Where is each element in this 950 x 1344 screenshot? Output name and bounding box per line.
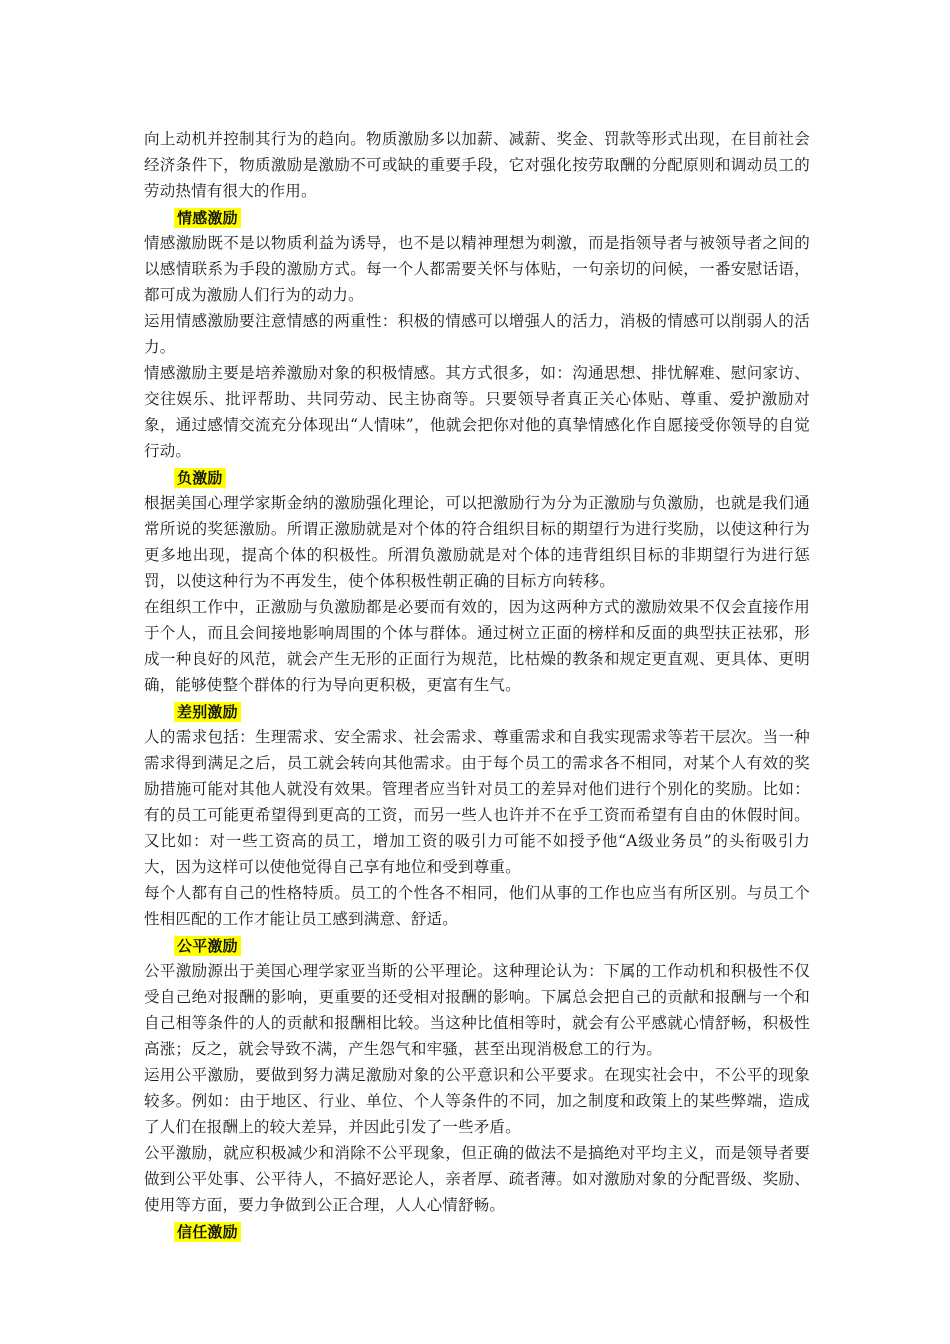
heading-label: 公平激励	[174, 936, 241, 956]
paragraph: 公平激励，就应积极减少和消除不公平现象，但正确的做法不是搞绝对平均主义，而是领导者要做到公平处事、公平待人，不搞好恶论人，亲者厚、疏者薄。如对激励对象的分配晋级、奖励、使用等方面，要力争做到公正合理，人人心情舒畅。	[144, 1144, 810, 1214]
document-body	[144, 126, 810, 1244]
heading-label: 负激励	[174, 468, 226, 488]
heading-fairness-incentive	[144, 932, 810, 958]
paragraph: 根据美国心理学家斯金纳的激励强化理论，可以把激励行为分为正激励与负激励，也就是我们通常所说的奖惩激励。所谓正激励就是对个体的符合组织目标的期望行为进行奖励，以使这种行为更多地出现，提高个体的积极性。所渭负激励就是对个体的违背组织目标的非期望行为进行惩罚，以使这种行为不再发生，使个体积极性朝正确的目标方向转移。	[144, 494, 810, 590]
paragraph: 在组织工作中，正激励与负激励都是必要而有效的，因为这两种方式的激励效果不仅会直接作用于个人，而且会间接地影响周围的个体与群体。通过树立正面的榜样和反面的典型扶正祛邪，形成一种良好的风范，就会产生无形的正面行为规范，比枯燥的教条和规定更直观、更具体、更明确，能够使整个群体的行为导向更积极，更富有生气。	[144, 598, 810, 694]
paragraph: 情感激励主要是培养激励对象的积极情感。其方式很多，如：沟通思想、排忧解难、慰问家访、交往娱乐、批评帮助、共同劳动、民主协商等。只要领导者真正关心体贴、尊重、爱护激励对象，通过感情交流充分体现出“人情味”，他就会把你对他的真挚情感化作自愿接受你领导的自觉行动。	[144, 364, 810, 460]
heading-trust-incentive	[144, 1218, 810, 1244]
paragraph: 运用公平激励，要做到努力满足激励对象的公平意识和公平要求。在现实社会中，不公平的现象较多。例如：由于地区、行业、单位、个人等条件的不同，加之制度和政策上的某些弊端，造成了人们在报酬上的较大差异，并因此引发了一些矛盾。	[144, 1066, 810, 1136]
heading-label: 情感激励	[174, 208, 241, 228]
heading-negative-incentive	[144, 464, 810, 490]
heading-differential-incentive	[144, 698, 810, 724]
heading-emotional-incentive	[144, 204, 810, 230]
paragraph: 人的需求包括：生理需求、安全需求、社会需求、尊重需求和自我实现需求等若干层次。当一种需求得到满足之后，员工就会转向其他需求。由于每个员工的需求各不相同，对某个人有效的奖励措施可能对其他人就没有效果。管理者应当针对员工的差异对他们进行个别化的奖励。比如：有的员工可能更希望得到更高的工资，而另一些人也许并不在乎工资而希望有自由的休假时间。又比如：对一些工资高的员工，增加工资的吸引力可能不如授予他“A级业务员”的头衔吸引力大，因为这样可以使他觉得自己享有地位和受到尊重。	[144, 728, 810, 876]
paragraph-material-incentive-end: 向上动机并控制其行为的趋向。物质激励多以加薪、减薪、奖金、罚款等形式出现，在目前社会经济条件下，物质激励是激励不可或缺的重要手段，它对强化按劳取酬的分配原则和调动员工的劳动热情有很大的作用。	[144, 130, 810, 200]
paragraph: 情感激励既不是以物质利益为诱导，也不是以精神理想为刺激，而是指领导者与被领导者之间的以感情联系为手段的激励方式。每一个人都需要关怀与体贴，一句亲切的问候，一番安慰话语，都可成为激励人们行为的动力。	[144, 234, 810, 304]
heading-label: 差别激励	[174, 702, 241, 722]
heading-label: 信任激励	[174, 1222, 241, 1242]
paragraph: 运用情感激励要注意情感的两重性：积极的情感可以增强人的活力，消极的情感可以削弱人的活力。	[144, 312, 810, 356]
paragraph: 公平激励源出于美国心理学家亚当斯的公平理论。这种理论认为：下属的工作动机和积极性不仅受自己绝对报酬的影响，更重要的还受相对报酬的影响。下属总会把自己的贡献和报酬与一个和自己相等条件的人的贡献和报酬相比较。当这种比值相等时，就会有公平感就心情舒畅，积极性高涨；反之，就会导致不满，产生怨气和牢骚，甚至出现消极怠工的行为。	[144, 962, 810, 1058]
paragraph: 每个人都有自己的性格特质。员工的个性各不相同，他们从事的工作也应当有所区别。与员工个性相匹配的工作才能让员工感到满意、舒适。	[144, 884, 810, 928]
